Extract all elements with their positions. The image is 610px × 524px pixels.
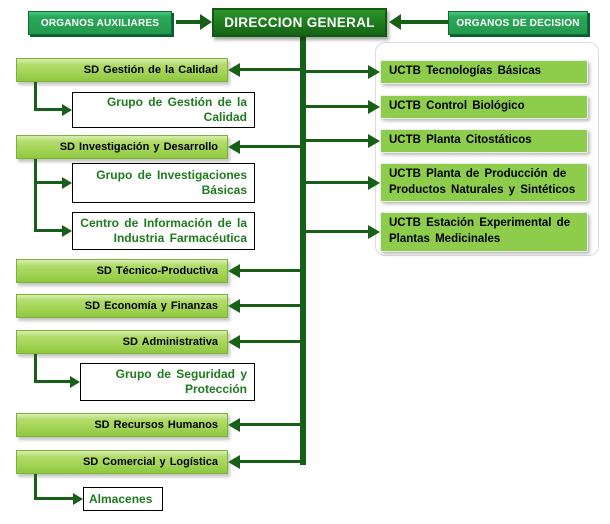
branch-line	[306, 230, 368, 233]
elbow-head	[70, 376, 80, 388]
branch-line	[240, 68, 303, 71]
arrow-dec-head	[389, 14, 401, 30]
node-organos-decision: ORGANOS DE DECISION	[448, 11, 588, 35]
arrow-dec-line	[401, 20, 448, 24]
branch-line	[306, 70, 368, 73]
branch-line	[306, 105, 368, 108]
branch-head	[228, 455, 240, 469]
branch-line	[240, 460, 303, 463]
node-sd-comercial-logistica: SD Comercial y Logística	[16, 450, 228, 474]
node-direccion-general: DIRECCION GENERAL	[212, 8, 387, 37]
branch-line	[240, 423, 303, 426]
branch-head	[368, 134, 380, 148]
branch-head	[368, 65, 380, 79]
node-grupo-investigaciones-basicas: Grupo de Investigaciones Básicas	[72, 163, 255, 203]
node-sd-investigacion: SD Investigación y Desarrollo	[16, 135, 228, 159]
branch-line	[240, 145, 303, 148]
arrow-aux-line	[176, 20, 201, 24]
branch-line	[306, 181, 368, 184]
branch-line	[240, 304, 303, 307]
elbow-line	[34, 354, 37, 383]
elbow-head	[62, 104, 72, 116]
node-sd-gestion-calidad: SD Gestión de la Calidad	[16, 58, 228, 82]
node-sd-tecnico-productiva: SD Técnico-Productiva	[16, 259, 228, 283]
node-organos-auxiliares: ORGANOS AUXILIARES	[28, 11, 172, 35]
node-sd-recursos-humanos: SD Recursos Humanos	[16, 413, 228, 437]
branch-line	[306, 139, 368, 142]
node-grupo-gestion-calidad: Grupo de Gestión de la Calidad	[72, 92, 255, 128]
branch-line	[240, 340, 303, 343]
elbow-line	[34, 380, 70, 383]
elbow-line	[34, 82, 37, 111]
node-sd-economia-finanzas: SD Economía y Finanzas	[16, 294, 228, 318]
node-centro-informacion-farmaceutica: Centro de Información de la Industria Farmacéutica	[72, 212, 255, 250]
node-uctb-tecnologias-basicas: UCTB Tecnologías Básicas	[380, 60, 588, 84]
branch-head	[228, 63, 240, 77]
branch-head	[228, 335, 240, 349]
node-almacenes: Almacenes	[83, 487, 163, 511]
branch-head	[228, 418, 240, 432]
elbow-head	[73, 493, 83, 505]
branch-head	[368, 176, 380, 190]
node-uctb-planta-produccion: UCTB Planta de Producción de Productos Naturales y Sintéticos	[380, 163, 588, 202]
elbow-line	[34, 181, 62, 184]
node-uctb-control-biologico: UCTB Control Biológico	[380, 95, 588, 119]
trunk-line	[300, 36, 306, 465]
branch-line	[240, 269, 303, 272]
branch-head	[228, 140, 240, 154]
elbow-line	[34, 497, 73, 500]
branch-head	[368, 225, 380, 239]
node-uctb-planta-citostaticos: UCTB Planta Citostáticos	[380, 129, 588, 153]
node-uctb-estacion-experimental: UCTB Estación Experimental de Plantas Medicinales	[380, 212, 588, 252]
branch-head	[228, 299, 240, 313]
branch-head	[228, 264, 240, 278]
elbow-head	[62, 225, 72, 237]
node-sd-administrativa: SD Administrativa	[16, 330, 228, 354]
elbow-line	[34, 108, 62, 111]
branch-head	[368, 100, 380, 114]
elbow-line	[34, 229, 62, 232]
elbow-line	[34, 159, 37, 232]
node-grupo-seguridad-proteccion: Grupo de Seguridad y Protección	[80, 363, 255, 401]
arrow-aux-head	[200, 14, 212, 30]
elbow-head	[62, 177, 72, 189]
